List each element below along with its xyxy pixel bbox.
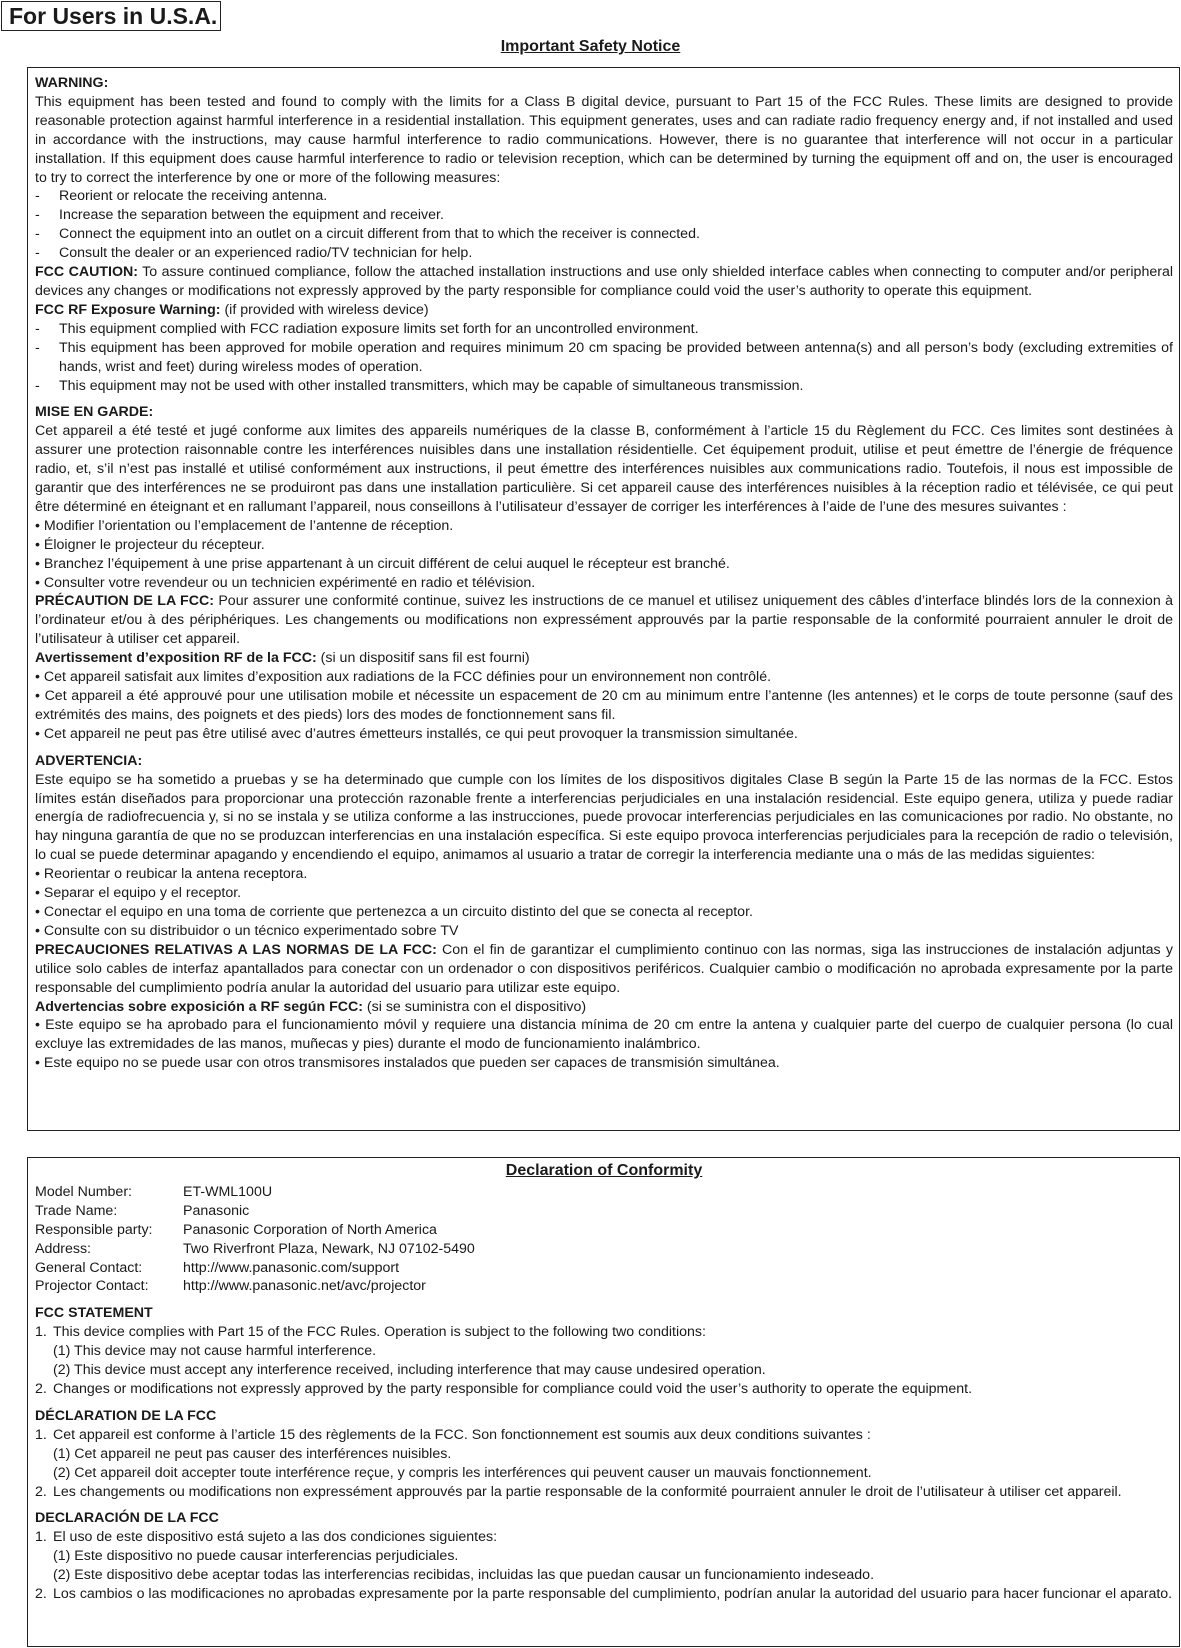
list-item: 1. This device complies with Part 15 of the FCC Rules. Operation is subject to the following two conditions: [35,1324,706,1341]
list-item: (2) Cet appareil doit accepter toute interférence reçue, y compris les interférences qui peuvent causer un mauvais fonctionnement. [53,1464,872,1481]
list-item: - This equipment has been approved for mobile operation and requires minimum 20 cm spacing be provided between antenna(s) and all person’s body (excluding extremities of hands, wrist and feet) during wireless modes of operation. [35,339,1173,375]
list-item: • Este equipo no se puede usar con otros transmisores instalados que pueden ser capaces de transmisión simultánea. [35,1054,1173,1073]
fcc-statement-french: DÉCLARATION DE LA FCC 1. Cet appareil est conforme à l’article 15 des règlements de la FCC. Son fonctionnement est soumis aux deux conditions suivantes : (1) Cet appareil ne peut pas causer des interférences nuisibles. (2) Cet appareil doit accepter toute interférence reçue, y compris les interférences qui peuvent causer un mauvais fonctionnement. 2. Les changements ou modifications non expressément approuvés par la partie responsable de la conformité pourraient annuler le droit de l’utilisateur à utiliser cet appareil. [35,1407,1173,1502]
list-item: • Reorientar o reubicar la antena receptora. [35,865,1173,884]
field-row: Responsible party: Panasonic Corporation of North America [35,1221,437,1238]
list-item: 2. Changes or modifications not expressly approved by the party responsible for compliance could void the user’s authority to operate the equipment. [35,1380,973,1397]
list-item: • Separar el equipo y el receptor. [35,884,1173,903]
list-item: - Consult the dealer or an experienced radio/TV technician for help. [35,245,473,262]
list-item: (2) This device must accept any interference received, including interference that may cause undesired operation. [53,1362,766,1379]
fcc-caution-paragraph: PRECAUCIONES RELATIVAS A LAS NORMAS DE LA FCC: Con el fin de garantizar el cumplimiento continuo con las normas, siga las instrucciones de instalación adjuntas y utilice solo cables de interfaz apantallados para conectar con un ordenador o con dispositivos periféricos. Cualquier cambio o modificación no aprobada expresamente por la parte responsable del cumplimiento podría anular la autoridad del usuario para utilizar este equipo. [35,941,1173,996]
list-item: 2. Les changements ou modifications non expressément approuvés par la partie responsable de la conformité pourraient annuler le droit de l’utilisateur à utiliser cet appareil. [35,1483,1122,1500]
list-item: - This equipment complied with FCC radiation exposure limits set forth for an uncontrolled environment. [35,320,699,337]
list-item: (1) This device may not cause harmful interference. [53,1343,377,1360]
rf-exposure-heading: Advertencias sobre exposición a RF según FCC: (si se suministra con el dispositivo) [35,998,587,1015]
warning-body: This equipment has been tested and found to comply with the limits for a Class B digital device, pursuant to Part 15 of the FCC Rules. These limits are designed to provide reasonable protection against harmful interference in a residential installation. This equipment generates, uses and can radiate radio frequency energy and, if not installed and used in accordance with the instructions, may cause harmful interference to radio communications. However, there is no guarantee that interference will not occur in a particular installation. If this equipment does cause harmful interference to radio or television reception, which can be determined by turning the equipment off and on, the user is encouraged to try to correct the interference by one or more of the following measures: [35,93,1173,186]
list-item: • Cet appareil ne peut pas être utilisé avec d’autres émetteurs installés, ce qui peut provoquer la transmission simultanée. [35,725,1173,744]
list-item: - This equipment may not be used with other installed transmitters, which may be capable of simultaneous transmission. [35,377,804,394]
list-item: • Consulte con su distribuidor o un técnico experimentado sobre TV [35,922,1173,941]
field-row: Trade Name: Panasonic [35,1202,250,1219]
field-row: Projector Contact: http://www.panasonic.net/avc/projector [35,1278,426,1295]
warning-body: Este equipo se ha sometido a pruebas y se ha determinado que cumple con los límites de los dispositivos digitales Clase B según la Parte 15 de las normas de la FCC. Estos límites están diseñados para proporcionar una protección razonable frente a interferencias perjudiciales en una instalación residencial. Este equipo genera, utiliza y puede radiar energía de radiofrecuencia y, si no se instala y se utiliza conforme a las instrucciones, puede provocar interferencias perjudiciales en las comunicaciones por radio. No obstante, no hay ninguna garantía de que no se produzcan interferencias en una instalación específica. Si este equipo provoca interferencias perjudiciales para la recepción de radio o televisión, lo cual se puede determinar apagando y encendiendo el equipo, animamos al usuario a tratar de corregir la interferencia mediante una o más de las medidas siguientes: [35,771,1173,864]
field-row: Model Number: ET-WML100U [35,1183,273,1200]
list-item: • Consulter votre revendeur ou un technicien expérimenté en radio et télévision. [35,574,1173,593]
warning-body: Cet appareil a été testé et jugé conforme aux limites des appareils numériques de la classe B, conformément à l’article 15 du Règlement du FCC. Ces limites sont destinées à assurer une protection raisonnable contre les interférences nuisibles dans une installation résidentielle. Cet équipement produit, utilise et peut émettre de l’énergie de fréquence radio, et, s’il n’est pas installé et utilisé conformément aux instructions, il peut émettre des interférences nuisibles aux communications radio. Toutefois, il nous est impossible de garantir que des interférences ne se produiront pas dans une installation particulière. Si cet appareil cause des interférences nuisibles à la réception radio et télévisée, ce qui peut être déterminé en éteignant et en rallumant l’appareil, nous conseillons à l’utilisateur d’essayer de corriger les interférences à l’aide de l’une des mesures suivantes : [35,423,1173,515]
declaration-fields [35,1183,1173,1296]
region-tag: For Users in U.S.A. [1,1,221,31]
list-item: • Conectar el equipo en una toma de corriente que pertenezca a un circuito distinto del que se conecta al receptor. [35,903,1173,922]
list-item: - Increase the separation between the equipment and receiver. [35,207,444,224]
safety-notice-box [27,67,1180,1131]
french-section [35,403,1173,743]
list-item: 2. Los cambios o las modificaciones no aprobadas expresamente por la parte responsable del cumplimiento, podrían anular la autoridad del usuario para hacer funcionar el aparato. [35,1586,1173,1603]
list-item: 1. El uso de este dispositivo está sujeto a las dos condiciones siguientes: [35,1529,498,1546]
list-item: (1) Este dispositivo no puede causar interferencias perjudiciales. [53,1548,459,1565]
list-item: • Este equipo se ha aprobado para el funcionamiento móvil y requiere una distancia mínima de 20 cm entre la antena y cualquier parte del cuerpo de cualquier persona (lo cual excluye las extremidades de las manos, muñecas y pies) durante el modo de funcionamiento inalámbrico. [35,1016,1173,1054]
page-title: Important Safety Notice [500,38,681,55]
fcc-statement-spanish: DECLARACIÓN DE LA FCC 1. El uso de este dispositivo está sujeto a las dos condiciones siguientes: (1) Este dispositivo no puede causar interferencias perjudiciales. (2) Este dispositivo debe aceptar todas las interferencias recibidas, incluidas las que puedan causar un funcionamiento indeseado. 2. Los cambios o las modificaciones no aprobadas expresamente por la parte responsable del cumplimiento, podrían anular la autoridad del usuario para hacer funcionar el aparato. [35,1510,1173,1603]
fcc-caution-paragraph: PRÉCAUTION DE LA FCC: Pour assurer une conformité continue, suivez les instructions de ce manuel et utilisez uniquement des câbles d’interface blindés lors de la connexion à l’ordinateur et/ou à des périphériques. Les changements ou modifications non expressément approuvés par la partie responsable de la conformité pourraient annuler le droit de l’utilisateur à utiliser cet appareil. [35,593,1173,648]
warning-heading: ADVERTENCIA: [35,752,143,769]
spanish-section [35,752,1173,1073]
projector-contact-url: http://www.panasonic.net/avc/projector [183,1278,426,1295]
warning-heading: WARNING: [35,75,109,91]
fcc-caution-label: PRÉCAUTION DE LA FCC: [35,593,214,610]
fcc-statement-english: FCC STATEMENT 1. This device complies with Part 15 of the FCC Rules. Operation is subject to the following two conditions: (1) This device may not cause harmful interference. (2) This device must accept any interference received, including interference that may cause undesired operation. 2. Changes or modifications not expressly approved by the party responsible for compliance could void the user’s authority to operate the equipment. [35,1304,1173,1399]
list-item: - Reorient or relocate the receiving antenna. [35,188,328,205]
list-item: • Branchez l’équipement à une prise appartenant à un circuit différent de celui auquel le récepteur est branché. [35,555,1173,574]
list-item: • Cet appareil a été approuvé pour une utilisation mobile et nécessite un espacement de 20 cm au minimum entre l’antenne (les antennes) et le corps de toute personne (sauf des extrémités des mains, des poignets et des pieds) lors des modes de fonctionnement sans fil. [35,687,1173,725]
declaration-box [27,1157,1180,1647]
fcc-caution-label: FCC CAUTION: [35,264,138,281]
list-item: (1) Cet appareil ne peut pas causer des interférences nuisibles. [53,1445,452,1462]
declaration-title: Declaration of Conformity [505,1162,703,1179]
list-item: - Connect the equipment into an outlet on a circuit different from that to which the receiver is connected. [35,226,700,243]
list-item: (2) Este dispositivo debe aceptar todas las interferencias recibidas, incluidas las que puedan causar un funcionamiento indeseado. [53,1567,875,1584]
list-item: 1. Cet appareil est conforme à l’article 15 des règlements de la FCC. Son fonctionnement est soumis aux deux conditions suivantes : [35,1426,871,1443]
field-row: General Contact: http://www.panasonic.com/support [35,1259,400,1276]
list-item: • Cet appareil satisfait aux limites d’exposition aux radiations de la FCC définies pour un environnement non contrôlé. [35,668,1173,687]
list-item: • Modifier l’orientation ou l’emplacement de l’antenne de réception. [35,517,1173,536]
list-item: • Éloigner le projecteur du récepteur. [35,536,1173,555]
rf-exposure-heading: Avertissement d’exposition RF de la FCC: (si un dispositif sans fil est fourni) [35,650,530,667]
general-contact-url: http://www.panasonic.com/support [183,1259,400,1276]
warning-heading: MISE EN GARDE: [35,404,154,421]
field-row: Address: Two Riverfront Plaza, Newark, NJ 07102-5490 [35,1240,475,1257]
fcc-caution-paragraph: FCC CAUTION: To assure continued compliance, follow the attached installation instructions and use only shielded interface cables when connecting to computer and/or peripheral devices any changes or modifications not expressly approved by the party responsible for compliance could void the user’s authority to operate this equipment. [35,264,1173,299]
rf-exposure-heading: FCC RF Exposure Warning: (if provided with wireless device) [35,301,429,318]
fcc-caution-label: PRECAUCIONES RELATIVAS A LAS NORMAS DE LA FCC: [35,941,437,958]
english-section [35,74,1173,395]
